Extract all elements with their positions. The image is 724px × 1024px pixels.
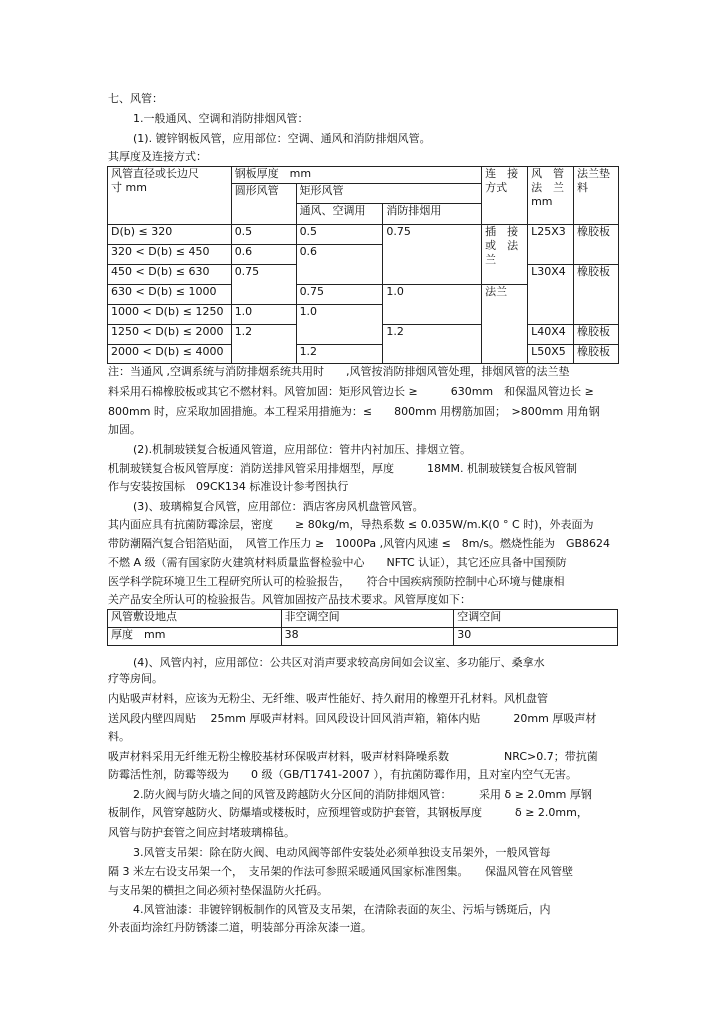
item-3-text: 关产品安全所认可的检验报告。风管加固按产品技术要求。风管厚度如下： (108, 593, 471, 606)
item-4-text: 疗等房间。 (108, 672, 163, 685)
item-4-text: 吸声材料采用无纤维无粉尘橡胶基材环保吸声材料，吸声材料降噪系数 NRC>0.7；带抗菌 (108, 750, 598, 763)
header-gasket: 法兰垫 料 (574, 167, 619, 225)
round-thickness: 0.75 (231, 265, 296, 305)
duct-thickness-table (107, 609, 618, 646)
round-thickness: 0.6 (231, 245, 296, 265)
size-cell: D(b) ≤ 320 (108, 225, 232, 245)
fire-thickness: 1.2 (383, 325, 482, 364)
section-4-text: 外表面均涂红丹防锈漆二道，明装部分再涂灰漆一道。 (108, 921, 372, 934)
general-thickness: 0.6 (296, 245, 383, 285)
round-thickness: 1.0 (231, 305, 296, 325)
thickness-intro: 其厚度及连接方式： (108, 150, 207, 163)
size-cell: 320 < D(b) ≤ 450 (108, 245, 232, 265)
section-2-text: 板制作，风管穿越防火、防爆墙或楼板时，应预埋管或防护套管，其钢板厚度 δ ≥ 2.0mm， (108, 806, 588, 819)
connection-cell: 法兰 (482, 285, 528, 364)
item-3-text: 医学科学院环境卫生工程研究所认可的检验报告， 符合中国疾病预防控制中心环境与健康相 (108, 575, 565, 588)
item-1-title: (1). 镀锌钢板风管，应用部位：空调、通风和消防排烟风管。 (133, 132, 431, 145)
section-heading: 七、风管： (108, 92, 163, 105)
item-4-text: 防霉活性剂，防霉等级为 0 级（GB/T1741-2007 ），有抗菌防霉作用，且对室内空气无害。 (108, 768, 577, 781)
header-location: 风管敷设地点 (108, 610, 282, 628)
section-3-text: 与支吊架的横担之间必须衬垫保温防火托码。 (108, 884, 328, 897)
row-label: 厚度 mm (108, 628, 282, 646)
header-thickness: 钢板厚度 mm (231, 167, 481, 184)
general-thickness: 1.0 (296, 305, 383, 345)
general-thickness: 0.5 (296, 225, 383, 245)
size-cell: 450 < D(b) ≤ 630 (108, 265, 232, 285)
flange-cell: L30X4 (528, 265, 574, 325)
header-round: 圆形风管 (231, 184, 296, 225)
section-3-text: 3.风管支吊架：除在防火阀、电动风阀等部件安装处必须单独设支吊架外，一般风管每 (133, 846, 551, 859)
header-rect: 矩形风管 (296, 184, 482, 204)
item-4-text: 送风段内壁四周贴 25mm 厚吸声材料。回风段设计回风消声箱，箱体内贴 20mm 厚吸声材 (108, 712, 597, 725)
item-2-title: (2).机制玻镁复合板通风管道，应用部位：管井内衬加压、排烟立管。 (133, 443, 472, 456)
note-line: 料采用石棉橡胶板或其它不燃材料。风管加固：矩形风管边长 ≥ 630mm 和保温风管边长 ≥ (108, 385, 594, 398)
fire-thickness: 0.75 (383, 225, 482, 285)
item-4-title: (4)、风管内衬，应用部位：公共区对消声要求较高房间如会议室、多功能厅、桑拿水 (133, 656, 545, 669)
header-fire: 消防排烟用 (383, 204, 482, 225)
size-cell: 1000 < D(b) ≤ 1250 (108, 305, 232, 325)
flange-cell: L40X4 (528, 325, 574, 345)
section-3-text: 隔 3 米左右设支吊架一个， 支吊架的作法可参照采暖通风国家标准图集。 保温风管在风管壁 (108, 865, 573, 878)
size-cell: 2000 < D(b) ≤ 4000 (108, 345, 232, 364)
section-4-text: 4.风管油漆：非镀锌钢板制作的风管及支吊架，在清除表面的灰尘、污垢与锈斑后，内 (133, 903, 551, 916)
subsection-heading: 1.一般通风、空调和消防排烟风管： (133, 112, 309, 125)
header-non-ac: 非空调空间 (281, 610, 454, 628)
item-4-text: 内贴吸声材料，应该为无粉尘、无纤维、吸声性能好、持久耐用的橡塑开孔材料。风机盘管 (108, 692, 548, 705)
non-ac-value: 38 (281, 628, 454, 646)
header-size: 风管直径或长边尺 寸 mm (108, 167, 232, 225)
header-general: 通风、空调用 (296, 204, 383, 225)
item-3-text: 不燃 A 级（需有国家防火建筑材料质量监督检验中心 NFTC 认证），其它还应具备中国预防 (108, 556, 567, 569)
item-3-title: (3)、玻璃棉复合风管，应用部位：酒店客房风机盘管风管。 (133, 500, 424, 513)
general-thickness: 0.75 (296, 285, 383, 305)
flange-cell: L25X3 (528, 225, 574, 265)
item-2-text: 机制玻镁复合板风管厚度：消防送排风管采用排烟型，厚度 18MM. 机制玻镁复合板风管制 (108, 462, 577, 475)
item-2-text: 作与安装按国标 09CK134 标准设计参考图执行 (108, 480, 349, 493)
fire-thickness: 1.0 (383, 285, 482, 325)
round-thickness: 1.2 (231, 325, 296, 364)
round-thickness: 0.5 (231, 225, 296, 245)
gasket-cell: 橡胶板 (574, 325, 619, 345)
note-line: 注：当通风 ,空调系统与消防排烟系统共用时 ,风管按消防排烟风管处理，排烟风管的法兰垫 (108, 365, 570, 378)
header-flange: 风 管 法 兰 mm (528, 167, 574, 225)
gasket-cell: 橡胶板 (574, 265, 619, 325)
header-ac: 空调空间 (454, 610, 618, 628)
gasket-cell: 橡胶板 (574, 225, 619, 265)
item-3-text: 其内面应具有抗菌防霉涂层，密度 ≥ 80kg/m，导热系数 ≤ 0.035W/m.K(0 ° C 时)，外表面为 (108, 518, 594, 531)
general-thickness: 1.2 (296, 345, 383, 364)
gasket-cell: 橡胶板 (574, 345, 619, 364)
section-2-text: 2.防火阀与防火墙之间的风管及跨越防火分区间的消防排烟风管： 采用 δ ≥ 2.0mm 厚钢 (133, 788, 592, 801)
item-4-text: 料。 (108, 730, 130, 743)
item-3-text: 带防潮隔汽复合铝箔贴面， 风管工作压力 ≥ 1000Pa ,风管内风速 ≤ 8m/s。燃烧性能为 GB8624 (108, 537, 611, 550)
header-connection: 连 接 方式 (482, 167, 528, 225)
size-cell: 630 < D(b) ≤ 1000 (108, 285, 232, 305)
connection-cell: 插 接 或 法 兰 (482, 225, 528, 285)
flange-cell: L50X5 (528, 345, 574, 364)
note-line: 加固。 (108, 423, 141, 436)
section-2-text: 风管与防护套管之间应封堵玻璃棉毡。 (108, 826, 295, 839)
note-line: 800mm 时，应采取加固措施。本工程采用措施为：≤ 800mm 用楞筋加固； >800mm 用角钢 (108, 405, 600, 418)
thickness-table (107, 166, 619, 364)
ac-value: 30 (454, 628, 618, 646)
size-cell: 1250 < D(b) ≤ 2000 (108, 325, 232, 345)
